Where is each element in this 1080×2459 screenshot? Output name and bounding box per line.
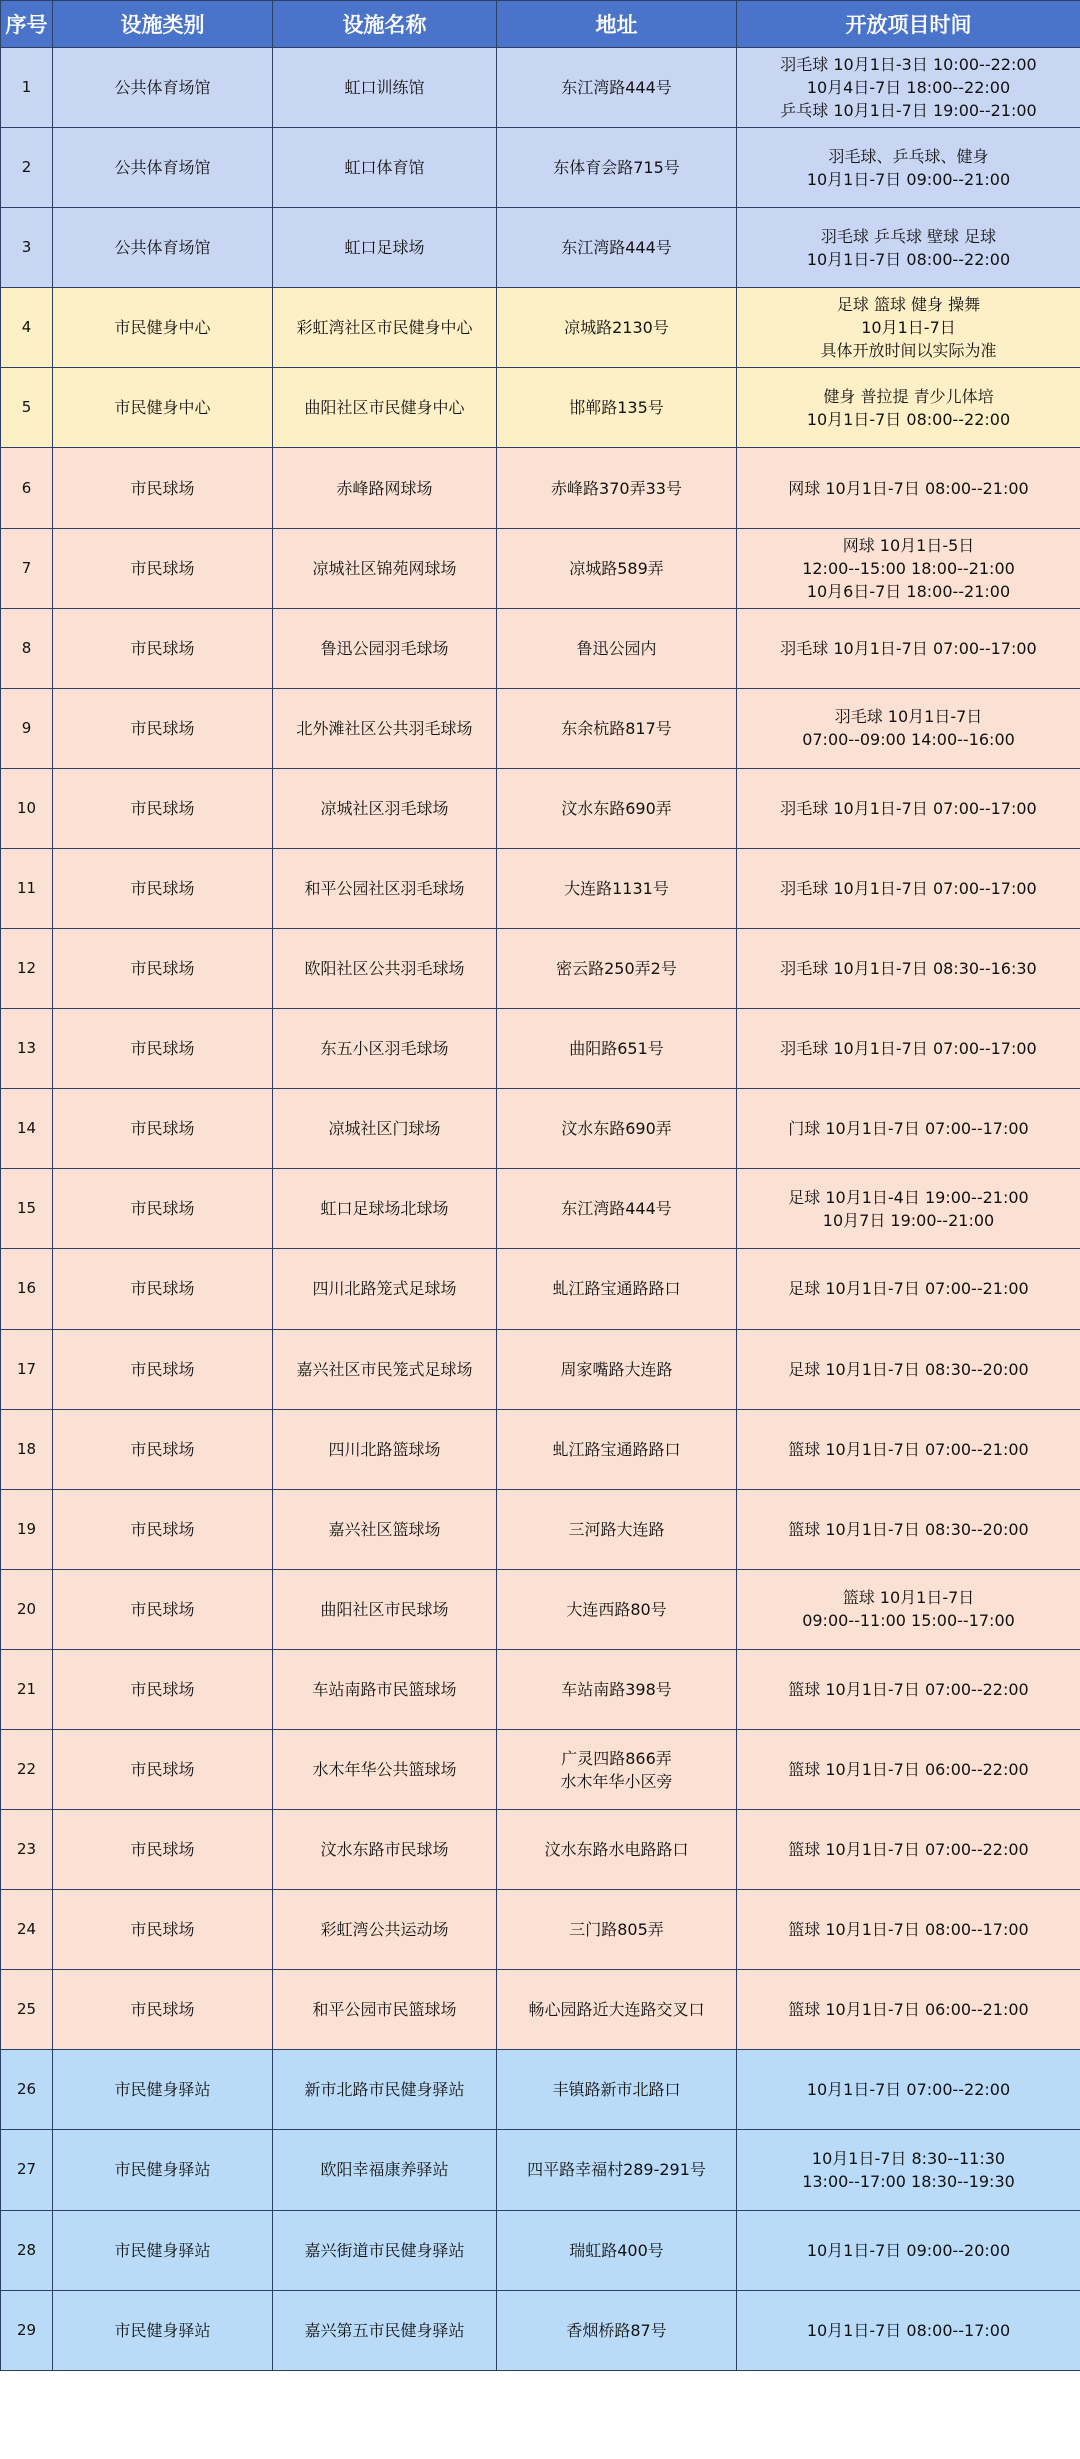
cell-hours: 篮球 10月1日-7日 07:00--22:00 xyxy=(737,1649,1080,1729)
header-address: 地址 xyxy=(497,1,737,48)
cell-address: 汶水东路水电路路口 xyxy=(497,1810,737,1890)
cell-hours: 门球 10月1日-7日 07:00--17:00 xyxy=(737,1089,1080,1169)
cell-address: 东江湾路444号 xyxy=(497,1169,737,1249)
cell-index: 20 xyxy=(1,1569,53,1649)
table-row xyxy=(1,448,1080,528)
cell-name: 嘉兴第五市民健身驿站 xyxy=(273,2290,497,2370)
cell-hours: 羽毛球 10月1日-7日 07:00--09:00 14:00--16:00 xyxy=(737,688,1080,768)
header-hours: 开放项目时间 xyxy=(737,1,1080,48)
cell-hours: 篮球 10月1日-7日 09:00--11:00 15:00--17:00 xyxy=(737,1569,1080,1649)
cell-hours: 10月1日-7日 08:00--17:00 xyxy=(737,2290,1080,2370)
cell-category: 市民球场 xyxy=(53,1169,273,1249)
cell-hours: 羽毛球 10月1日-3日 10:00--22:00 10月4日-7日 18:00--22:00 乒乓球 10月1日-7日 19:00--21:00 xyxy=(737,48,1080,128)
cell-category: 市民健身中心 xyxy=(53,368,273,448)
cell-hours: 羽毛球 10月1日-7日 07:00--17:00 xyxy=(737,608,1080,688)
table-row xyxy=(1,1810,1080,1890)
cell-hours: 网球 10月1日-5日 12:00--15:00 18:00--21:00 10月6日-7日 18:00--21:00 xyxy=(737,528,1080,608)
cell-name: 凉城社区锦苑网球场 xyxy=(273,528,497,608)
cell-index: 8 xyxy=(1,608,53,688)
cell-category: 市民球场 xyxy=(53,1249,273,1329)
cell-category: 市民球场 xyxy=(53,1329,273,1409)
table-row xyxy=(1,1489,1080,1569)
cell-hours: 足球 10月1日-7日 07:00--21:00 xyxy=(737,1249,1080,1329)
table-row xyxy=(1,48,1080,128)
cell-name: 四川北路篮球场 xyxy=(273,1409,497,1489)
cell-hours: 羽毛球、乒乓球、健身 10月1日-7日 09:00--21:00 xyxy=(737,128,1080,208)
cell-category: 市民球场 xyxy=(53,768,273,848)
cell-name: 和平公园社区羽毛球场 xyxy=(273,848,497,928)
cell-name: 和平公园市民篮球场 xyxy=(273,1970,497,2050)
cell-address: 三门路805弄 xyxy=(497,1890,737,1970)
cell-category: 市民球场 xyxy=(53,848,273,928)
cell-address: 东余杭路817号 xyxy=(497,688,737,768)
cell-address: 周家嘴路大连路 xyxy=(497,1329,737,1409)
cell-address: 东江湾路444号 xyxy=(497,208,737,288)
cell-index: 4 xyxy=(1,288,53,368)
cell-index: 1 xyxy=(1,48,53,128)
cell-index: 29 xyxy=(1,2290,53,2370)
header-category: 设施类别 xyxy=(53,1,273,48)
cell-name: 鲁迅公园羽毛球场 xyxy=(273,608,497,688)
table-row xyxy=(1,1329,1080,1409)
cell-name: 嘉兴社区市民笼式足球场 xyxy=(273,1329,497,1409)
cell-name: 虹口训练馆 xyxy=(273,48,497,128)
cell-hours: 足球 篮球 健身 操舞 10月1日-7日 具体开放时间以实际为准 xyxy=(737,288,1080,368)
cell-address: 凉城路589弄 xyxy=(497,528,737,608)
cell-category: 市民球场 xyxy=(53,1569,273,1649)
cell-name: 水木年华公共篮球场 xyxy=(273,1729,497,1809)
cell-category: 市民球场 xyxy=(53,688,273,768)
cell-hours: 篮球 10月1日-7日 08:00--17:00 xyxy=(737,1890,1080,1970)
cell-address: 曲阳路651号 xyxy=(497,1009,737,1089)
cell-name: 汶水东路市民球场 xyxy=(273,1810,497,1890)
cell-category: 市民球场 xyxy=(53,1409,273,1489)
cell-index: 12 xyxy=(1,929,53,1009)
header-name: 设施名称 xyxy=(273,1,497,48)
cell-address: 香烟桥路87号 xyxy=(497,2290,737,2370)
cell-address: 邯郸路135号 xyxy=(497,368,737,448)
cell-category: 市民球场 xyxy=(53,528,273,608)
cell-category: 市民球场 xyxy=(53,1649,273,1729)
table-row xyxy=(1,2050,1080,2130)
cell-index: 26 xyxy=(1,2050,53,2130)
cell-address: 鲁迅公园内 xyxy=(497,608,737,688)
table-row xyxy=(1,929,1080,1009)
cell-category: 市民健身驿站 xyxy=(53,2290,273,2370)
cell-name: 凉城社区羽毛球场 xyxy=(273,768,497,848)
table-row xyxy=(1,208,1080,288)
cell-index: 10 xyxy=(1,768,53,848)
cell-name: 车站南路市民篮球场 xyxy=(273,1649,497,1729)
table-row xyxy=(1,1009,1080,1089)
cell-address: 密云路250弄2号 xyxy=(497,929,737,1009)
cell-name: 欧阳幸福康养驿站 xyxy=(273,2130,497,2210)
table-row xyxy=(1,1089,1080,1169)
cell-category: 市民健身驿站 xyxy=(53,2130,273,2210)
cell-address: 车站南路398号 xyxy=(497,1649,737,1729)
table-row xyxy=(1,368,1080,448)
cell-address: 三河路大连路 xyxy=(497,1489,737,1569)
cell-index: 7 xyxy=(1,528,53,608)
cell-hours: 10月1日-7日 8:30--11:30 13:00--17:00 18:30--19:30 xyxy=(737,2130,1080,2210)
cell-address: 虬江路宝通路路口 xyxy=(497,1249,737,1329)
table-row xyxy=(1,1409,1080,1489)
cell-category: 市民球场 xyxy=(53,448,273,528)
cell-name: 虹口足球场 xyxy=(273,208,497,288)
cell-address: 汶水东路690弄 xyxy=(497,768,737,848)
cell-name: 欧阳社区公共羽毛球场 xyxy=(273,929,497,1009)
table-row xyxy=(1,1970,1080,2050)
cell-category: 市民健身驿站 xyxy=(53,2050,273,2130)
cell-index: 27 xyxy=(1,2130,53,2210)
cell-hours: 篮球 10月1日-7日 08:30--20:00 xyxy=(737,1489,1080,1569)
table-row xyxy=(1,768,1080,848)
cell-name: 曲阳社区市民球场 xyxy=(273,1569,497,1649)
cell-index: 9 xyxy=(1,688,53,768)
cell-hours: 羽毛球 10月1日-7日 07:00--17:00 xyxy=(737,768,1080,848)
table-row xyxy=(1,1249,1080,1329)
cell-name: 嘉兴街道市民健身驿站 xyxy=(273,2210,497,2290)
cell-index: 19 xyxy=(1,1489,53,1569)
cell-index: 3 xyxy=(1,208,53,288)
cell-category: 市民球场 xyxy=(53,1810,273,1890)
cell-name: 北外滩社区公共羽毛球场 xyxy=(273,688,497,768)
table-row xyxy=(1,848,1080,928)
table-row xyxy=(1,128,1080,208)
cell-category: 市民球场 xyxy=(53,929,273,1009)
cell-address: 汶水东路690弄 xyxy=(497,1089,737,1169)
cell-index: 16 xyxy=(1,1249,53,1329)
cell-category: 市民球场 xyxy=(53,1009,273,1089)
cell-hours: 10月1日-7日 09:00--20:00 xyxy=(737,2210,1080,2290)
cell-name: 新市北路市民健身驿站 xyxy=(273,2050,497,2130)
table-row xyxy=(1,1729,1080,1809)
cell-name: 东五小区羽毛球场 xyxy=(273,1009,497,1089)
cell-hours: 足球 10月1日-4日 19:00--21:00 10月7日 19:00--21:00 xyxy=(737,1169,1080,1249)
cell-index: 18 xyxy=(1,1409,53,1489)
cell-name: 赤峰路网球场 xyxy=(273,448,497,528)
cell-name: 彩虹湾社区市民健身中心 xyxy=(273,288,497,368)
cell-category: 市民球场 xyxy=(53,1970,273,2050)
cell-index: 21 xyxy=(1,1649,53,1729)
cell-category: 市民球场 xyxy=(53,1489,273,1569)
cell-name: 凉城社区门球场 xyxy=(273,1089,497,1169)
cell-category: 市民球场 xyxy=(53,1890,273,1970)
cell-address: 丰镇路新市北路口 xyxy=(497,2050,737,2130)
cell-hours: 篮球 10月1日-7日 07:00--22:00 xyxy=(737,1810,1080,1890)
table-row xyxy=(1,1649,1080,1729)
cell-hours: 10月1日-7日 07:00--22:00 xyxy=(737,2050,1080,2130)
cell-category: 市民健身中心 xyxy=(53,288,273,368)
cell-hours: 羽毛球 10月1日-7日 07:00--17:00 xyxy=(737,1009,1080,1089)
cell-hours: 篮球 10月1日-7日 06:00--22:00 xyxy=(737,1729,1080,1809)
table-row xyxy=(1,2210,1080,2290)
cell-address: 瑞虹路400号 xyxy=(497,2210,737,2290)
table-row xyxy=(1,528,1080,608)
cell-index: 13 xyxy=(1,1009,53,1089)
table-row xyxy=(1,1569,1080,1649)
cell-index: 28 xyxy=(1,2210,53,2290)
cell-hours: 羽毛球 乒乓球 壁球 足球 10月1日-7日 08:00--22:00 xyxy=(737,208,1080,288)
table-row xyxy=(1,2290,1080,2370)
cell-category: 公共体育场馆 xyxy=(53,208,273,288)
cell-index: 17 xyxy=(1,1329,53,1409)
cell-index: 2 xyxy=(1,128,53,208)
table-header-row xyxy=(1,1,1080,48)
cell-address: 广灵四路866弄 水木年华小区旁 xyxy=(497,1729,737,1809)
table-row xyxy=(1,2130,1080,2210)
cell-index: 23 xyxy=(1,1810,53,1890)
cell-hours: 篮球 10月1日-7日 06:00--21:00 xyxy=(737,1970,1080,2050)
cell-name: 虹口体育馆 xyxy=(273,128,497,208)
cell-address: 赤峰路370弄33号 xyxy=(497,448,737,528)
cell-hours: 羽毛球 10月1日-7日 07:00--17:00 xyxy=(737,848,1080,928)
cell-name: 彩虹湾公共运动场 xyxy=(273,1890,497,1970)
cell-name: 四川北路笼式足球场 xyxy=(273,1249,497,1329)
cell-index: 6 xyxy=(1,448,53,528)
cell-category: 公共体育场馆 xyxy=(53,48,273,128)
cell-name: 虹口足球场北球场 xyxy=(273,1169,497,1249)
table-row xyxy=(1,288,1080,368)
table-row xyxy=(1,608,1080,688)
cell-address: 东江湾路444号 xyxy=(497,48,737,128)
cell-hours: 足球 10月1日-7日 08:30--20:00 xyxy=(737,1329,1080,1409)
header-index: 序号 xyxy=(1,1,53,48)
cell-name: 嘉兴社区篮球场 xyxy=(273,1489,497,1569)
cell-address: 东体育会路715号 xyxy=(497,128,737,208)
cell-category: 市民健身驿站 xyxy=(53,2210,273,2290)
cell-address: 虬江路宝通路路口 xyxy=(497,1409,737,1489)
cell-index: 22 xyxy=(1,1729,53,1809)
cell-hours: 健身 普拉提 青少儿体培 10月1日-7日 08:00--22:00 xyxy=(737,368,1080,448)
table-row xyxy=(1,688,1080,768)
cell-address: 四平路幸福村289-291号 xyxy=(497,2130,737,2210)
cell-category: 公共体育场馆 xyxy=(53,128,273,208)
cell-address: 大连西路80号 xyxy=(497,1569,737,1649)
cell-address: 凉城路2130号 xyxy=(497,288,737,368)
cell-index: 24 xyxy=(1,1890,53,1970)
cell-category: 市民球场 xyxy=(53,1729,273,1809)
cell-category: 市民球场 xyxy=(53,1089,273,1169)
cell-hours: 网球 10月1日-7日 08:00--21:00 xyxy=(737,448,1080,528)
cell-address: 大连路1131号 xyxy=(497,848,737,928)
cell-index: 14 xyxy=(1,1089,53,1169)
cell-index: 25 xyxy=(1,1970,53,2050)
cell-hours: 羽毛球 10月1日-7日 08:30--16:30 xyxy=(737,929,1080,1009)
table-row xyxy=(1,1890,1080,1970)
cell-address: 畅心园路近大连路交叉口 xyxy=(497,1970,737,2050)
cell-hours: 篮球 10月1日-7日 07:00--21:00 xyxy=(737,1409,1080,1489)
table-row xyxy=(1,1169,1080,1249)
cell-index: 11 xyxy=(1,848,53,928)
cell-index: 5 xyxy=(1,368,53,448)
cell-name: 曲阳社区市民健身中心 xyxy=(273,368,497,448)
cell-category: 市民球场 xyxy=(53,608,273,688)
cell-index: 15 xyxy=(1,1169,53,1249)
